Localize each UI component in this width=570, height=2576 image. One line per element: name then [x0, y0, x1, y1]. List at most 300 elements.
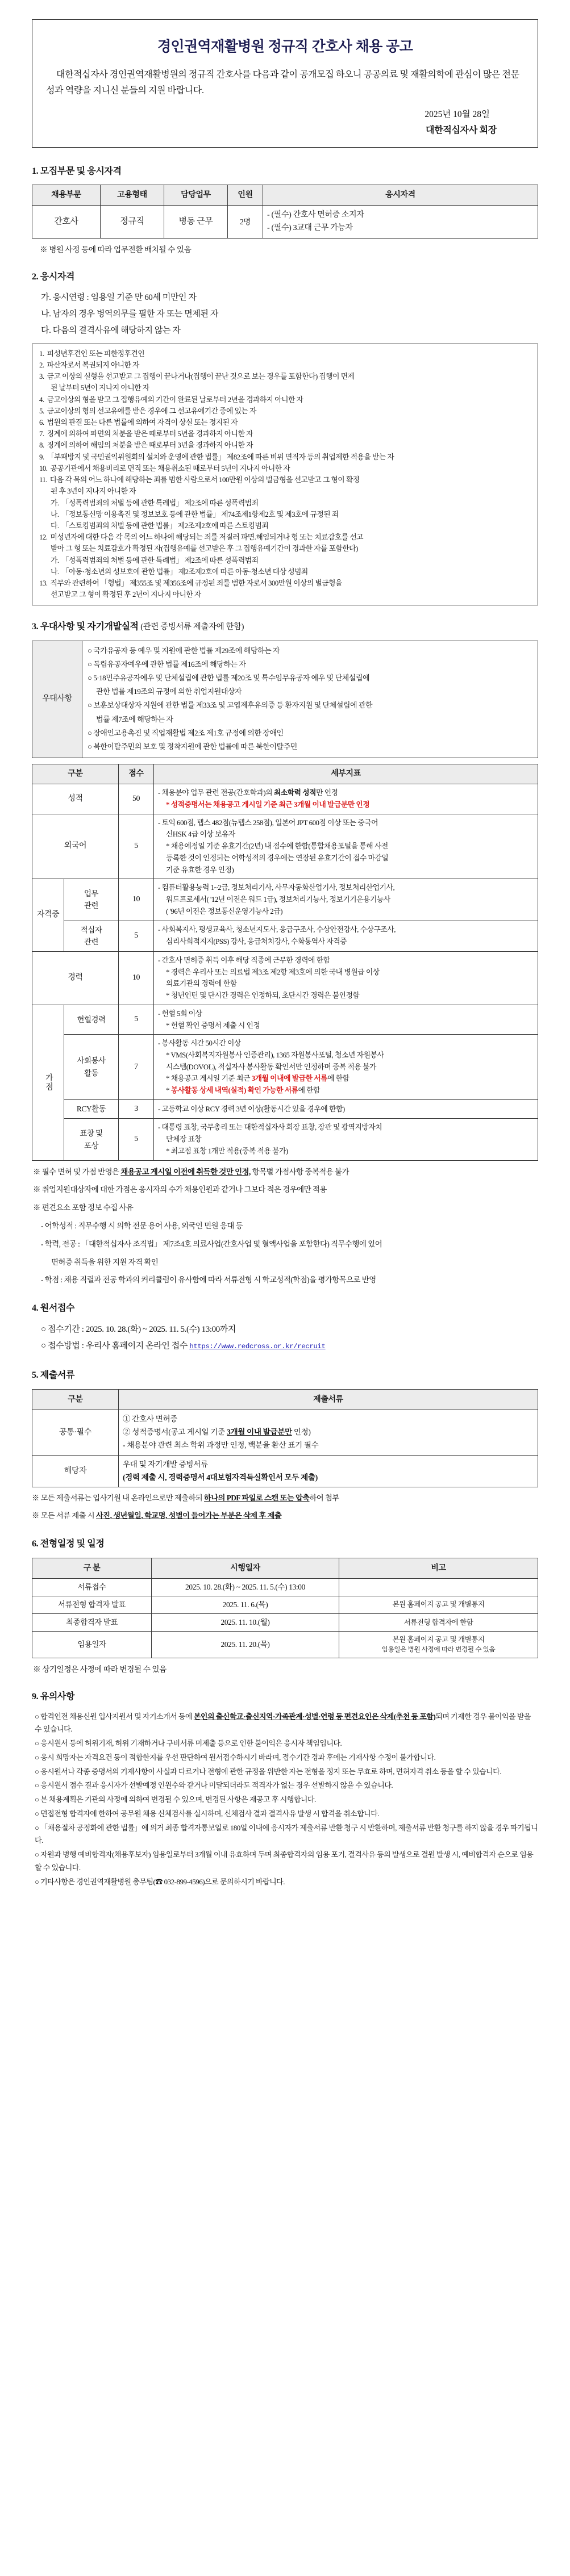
preference-table [32, 641, 538, 758]
section3-heading [32, 620, 538, 634]
bias-reason-cont: 면허증 취득을 위한 지원 자격 확인 [51, 1257, 159, 1266]
schedule-cell-3: 서류전형 합격자에 한함 [339, 1613, 538, 1631]
disqualification-text: 다음 각 목의 어느 하나에 해당하는 죄를 범한 사람으로서 100만원 이상의 벌금형을 선고받고 그 형이 확정 [50, 476, 360, 484]
score-detail-text: 심리사회적지지(PSS) 강사, 응급처치강사, 수화통역사 자격증 [166, 938, 347, 946]
cell-duty: 병동 근무 [164, 206, 228, 238]
caution-item [32, 1779, 538, 1792]
col-schedule-division: 구 분 [32, 1558, 152, 1578]
disqualification-number: 2. [39, 361, 44, 369]
col-detail: 세부지표 [154, 764, 538, 784]
score-detail [154, 1005, 538, 1034]
caution-text [35, 1766, 538, 1779]
disqualification-subtext: 선고받고 그 형이 확정된 후 2년이 지나지 아니한 자 [51, 591, 201, 599]
table-header-row [32, 764, 538, 784]
score-detail-text: - 토익 600점, 텝스 482점(뉴텝스 258점), 일본어 JPT 600점 이상 또는 중국어 [158, 818, 378, 827]
table-row [32, 879, 538, 921]
disqualification-number: 10. [39, 464, 48, 472]
bias-reason-item: - 어학성적 : 직무수행 시 의학 전문 용어 사용, 외국인 민원 응대 등 [41, 1221, 243, 1230]
section3-heading-main: 3. 우대사항 및 자기개발실적 [32, 622, 139, 632]
disqualification-number: 13. [39, 579, 48, 588]
score-detail [154, 879, 538, 921]
score-subcategory: 사회봉사 활동 [64, 1035, 119, 1100]
section5-heading: 5. 제출서류 [32, 1370, 75, 1381]
disqualification-text: 「스토킹범죄의 처벌 등에 관한 법률」 제2조제2호에 따른 스토킹범죄 [61, 521, 269, 530]
caution-text [35, 1711, 538, 1737]
score-category: 가점 [32, 1005, 64, 1160]
score-detail-line [158, 1049, 534, 1061]
disqualification-text: 피성년후견인 또는 피한정후견인 [47, 349, 145, 358]
disqualification-item [39, 394, 531, 405]
score-subcategory: 적십자 관련 [64, 921, 119, 951]
col-schedule-remark: 비고 [339, 1558, 538, 1578]
schedule-cell-1: 서류전형 합격자 발표 [32, 1596, 152, 1613]
note-emphasis: 채용공고 게시일 이전에 취득한 것만 인정, [120, 1167, 251, 1176]
bias-reason-item: - 학력, 전공 : 「대한적십자사 조직법」 제7조4호 의료사업(간호사업 및 혈액사업을 포함한다) 직무수행에 있어 [41, 1239, 382, 1248]
section2-heading: 2. 응시자격 [32, 271, 75, 282]
caution-item [32, 1766, 538, 1779]
score-detail [154, 814, 538, 879]
disqualification-number: 7. [39, 430, 44, 438]
disqualification-number: 5. [39, 407, 44, 415]
disqualification-item [39, 428, 531, 440]
documents-table-body [32, 1410, 538, 1487]
application-method-value: 우리사 홈페이지 온라인 접수 [85, 1341, 190, 1350]
col-field: 채용부문 [32, 185, 101, 206]
section5-note [32, 1509, 538, 1523]
caution-item [32, 1822, 538, 1848]
disqualification-number: 9. [39, 453, 44, 461]
preference-item-cont: 법률 제7조에 해당하는 자 [96, 714, 173, 724]
disqualification-item [39, 578, 531, 589]
disqualification-item [39, 463, 531, 474]
score-detail-text: * 채용공고 게시일 기준 최근 [166, 1074, 252, 1083]
table-row [32, 1596, 538, 1613]
schedule-cell-2: 2025. 10. 28.(화) ~ 2025. 11. 5.(수) 13:00 [152, 1578, 339, 1596]
section4-heading: 4. 원서접수 [32, 1303, 75, 1314]
score-detail-line [158, 1134, 534, 1145]
note-text: ※ 모든 제출서류는 입사기원 내 온라인으로만 제출하되 [32, 1494, 205, 1503]
col-schedule-date: 시행일자 [152, 1558, 339, 1578]
document-category: 해당자 [32, 1455, 119, 1487]
section1-note: ※ 병원 사정 등에 따라 업무전환 배치될 수 있음 [40, 245, 192, 254]
cell-employment: 정규직 [101, 206, 164, 238]
disqualification-item [39, 417, 531, 428]
score-detail-text: * VMS(사회복지자원봉사 인증관리), 1365 자원봉사포털, 청소년 자원봉사 [166, 1051, 384, 1059]
score-subcategory: 표창 및 포상 [64, 1119, 119, 1160]
caution-item [32, 1751, 538, 1764]
score-detail-text: 시스템(DOVOL), 적십자사 봉사활동 확인서만 인정하며 중복 적용 불가 [166, 1063, 376, 1071]
table-row [32, 1631, 538, 1658]
table-row [32, 1613, 538, 1631]
score-detail-bold: 최소학력 성적 [273, 789, 317, 797]
disqualification-text: 「정보통신망 이용촉진 및 정보보호 등에 관한 법률」 제74조제1항제2호 및 제3호에 규정된 죄 [61, 510, 339, 518]
application-method-label: ○ 접수방법 : [41, 1341, 86, 1350]
disqualification-number: 8. [39, 441, 44, 450]
score-points: 5 [119, 814, 154, 879]
table-row [32, 921, 538, 951]
preference-item-cont: 관한 법률 제19조의 규정에 의한 취업지원대상자 [96, 687, 242, 696]
disqualification-item [39, 348, 531, 359]
disqualification-text: 금고이상의 형의 선고유예를 받은 경우에 그 선고유예기간 중에 있는 자 [47, 407, 256, 415]
caution-text-part: ○ 합격인전 채용신원 입사지원서 및 자기소개서 등에 [35, 1712, 194, 1721]
preference-item: ○ 5·18민주유공자예우 및 단체설립에 관한 법률 제20조 및 특수임무유공자 예우 및 단체설립에 [88, 674, 370, 683]
score-detail-line [158, 978, 534, 990]
score-detail [154, 784, 538, 814]
score-detail-text: - 헌혈 5회 이상 [158, 1009, 202, 1018]
score-detail-line [158, 1038, 534, 1049]
col-doc-list: 제출서류 [119, 1390, 538, 1410]
disqualification-text: 「아동·청소년의 성보호에 관한 법률」 제2조제2호에 따른 아동·청소년 대상 성범죄 [61, 567, 308, 576]
score-detail [154, 1119, 538, 1160]
score-points: 3 [119, 1099, 154, 1119]
caution-item [32, 1849, 538, 1875]
score-points: 50 [119, 784, 154, 814]
schedule-cell-2: 2025. 11. 20.(목) [152, 1631, 339, 1658]
section4-items [41, 1322, 538, 1354]
preference-item: ○ 독립유공자예우에 관한 법률 제16조에 해당하는 자 [88, 660, 246, 669]
score-detail-line [158, 955, 534, 967]
disqualification-item [39, 405, 531, 417]
schedule-cell-1: 서류접수 [32, 1578, 152, 1596]
schedule-cell-2: 2025. 11. 6.(목) [152, 1596, 339, 1613]
table-row [32, 1035, 538, 1100]
document-text: 우대 및 자기개발 증빙서류 [123, 1460, 208, 1469]
disqualification-number: 가. [51, 556, 59, 564]
disqualification-text: 법원의 판결 또는 다른 법률에 의하여 자격이 상실 또는 정지된 자 [47, 418, 238, 426]
score-detail-text: 등록한 것이 인정되는 어학성적의 경우에는 연장된 유효기간이 접수 마감일 [166, 854, 389, 862]
score-detail-line [158, 1073, 534, 1085]
score-detail-text: - 대통령 표창, 국무총리 또는 대한적십자사 회장 표창, 장관 및 광역지방자치 [158, 1123, 382, 1132]
score-points: 10 [119, 879, 154, 921]
cell-qualification [263, 206, 538, 238]
announcement-date: 2025년 10월 28일 [425, 109, 490, 119]
table-row [32, 1578, 538, 1596]
section2-item: 나. 남자의 경우 병역의무를 필한 자 또는 면제된 자 [41, 310, 218, 319]
score-detail-line [158, 1020, 534, 1032]
disqualification-number: 가. [51, 499, 59, 507]
score-detail-text: 만 인정 [316, 789, 338, 797]
score-detail-text: 신HSK 4급 이상 보유자 [166, 830, 235, 839]
document-category: 공통·필수 [32, 1410, 119, 1455]
score-detail-text: - 컴퓨터활용능력 1~2급, 정보처리기사, 사무자동화산업기사, 정보처리산업기사, [158, 884, 395, 892]
schedule-table-body [32, 1578, 538, 1658]
section9-heading: 9. 유의사항 [32, 1691, 75, 1701]
schedule-cell-1: 최종합격자 발표 [32, 1613, 152, 1631]
section3-note [33, 1202, 538, 1215]
score-detail-text: * 청년인턴 및 단시간 경력은 인정하되, 초단시간 경력은 불인정함 [166, 992, 360, 1000]
caution-text [35, 1737, 538, 1750]
disqualification-subtext: 된 후 3년이 지나지 아니한 자 [51, 487, 136, 496]
score-detail [154, 921, 538, 951]
preference-item: ○ 북한이탈주민의 보호 및 정착지원에 관한 법률에 따른 북한이탈주민 [88, 742, 297, 751]
disqualification-item [51, 509, 531, 520]
application-url-link[interactable]: https://www.redcross.or.kr/recruit [189, 1342, 326, 1350]
table-row [32, 1099, 538, 1119]
score-detail-text: * 채용예정일 기준 유효기간(2년) 내 점수에 한함(통합채용포털을 통해 사전 [166, 842, 388, 851]
table-row [32, 1410, 538, 1455]
score-detail-line [158, 1145, 534, 1157]
note-text: 항목별 가점사항 중복적용 불가 [250, 1167, 349, 1176]
score-detail-line [158, 1103, 534, 1115]
caution-text-part: ○ 면접전형 합격자에 한하여 공무원 채용 신체검사를 실시하며, 신체검사 결과 결격사유 발생 시 합격을 취소합니다. [35, 1809, 380, 1818]
disqualification-subtext: 받아 그 형 또는 치료감호가 확정된 자(집행유예를 선고받은 후 그 집행유예기간이 경과한 자를 포함한다) [51, 545, 358, 553]
section3-after-notes [32, 1166, 538, 1215]
application-period-value: 2025. 10. 28.(화) ~ 2025. 11. 5.(수) 13:00까지 [85, 1324, 236, 1334]
score-detail-text: 단체장 표창 [166, 1135, 202, 1144]
disqualification-subtext: 된 날부터 5년이 지나지 아니한 자 [51, 384, 149, 392]
schedule-table [32, 1558, 538, 1658]
schedule-cell-2: 2025. 11. 10.(월) [152, 1613, 339, 1631]
score-detail-line [158, 924, 534, 936]
caution-text-part: ○ 본 채용계획은 기관의 사정에 의하여 변경될 수 있으며, 변경된 사항은 재공고 후 시행합니다. [35, 1795, 316, 1804]
application-method [41, 1339, 538, 1354]
document-text: ② 성적증명서(공고 게시일 기준 [123, 1428, 227, 1437]
announcement-header-box [32, 19, 538, 148]
section6-bottom-note: ※ 상기일정은 사정에 따라 변경될 수 있음 [33, 1665, 167, 1674]
note-emphasis: 사진, 생년월일, 학교명, 성별이 들어가는 부분은 삭제 후 제출 [96, 1511, 282, 1520]
section1-heading: 1. 모집부문 및 응시자격 [32, 166, 122, 176]
section3-note [33, 1184, 538, 1197]
disqualification-text: 징계에 의하여 파면의 처분을 받은 때로부터 5년을 경과하지 아니한 자 [47, 430, 253, 438]
preference-items-cell [82, 641, 538, 758]
score-detail-line [158, 1061, 534, 1073]
table-header-row [32, 1390, 538, 1410]
col-employment: 고용형태 [101, 185, 164, 206]
document-text: ① 간호사 면허증 [123, 1415, 178, 1424]
caution-text-part: 되며 기재한 경우 불이익을 받을 수 있습니다. [35, 1712, 531, 1734]
disqualification-number: 12. [39, 533, 48, 542]
disqualification-number: 나. [51, 510, 59, 518]
disqualification-number: 다. [51, 521, 59, 530]
caution-item [32, 1793, 538, 1806]
caution-text [35, 1808, 538, 1821]
cautions-list [32, 1711, 538, 1889]
caution-emphasis: 본인의 출신학교·출신지역·가족관계·성별·연령 등 편견요인은 삭제(추천 등 포함) [193, 1712, 436, 1721]
score-detail-highlight: 봉사활동 상세 내역(실적) 확인 가능한 서류 [170, 1086, 298, 1095]
score-detail-text: * 최고점 표창 1개만 적용(중복 적용 불가) [166, 1147, 288, 1155]
score-points: 5 [119, 921, 154, 951]
col-doc-category: 구분 [32, 1390, 119, 1410]
disqualification-text: 징계에 의하여 해임의 처분을 받은 때로부터 3년을 경과하지 아니한 자 [47, 441, 253, 450]
caution-text [35, 1849, 538, 1875]
score-detail-line [158, 906, 534, 918]
table-row [32, 951, 538, 1005]
caution-text-part: ○ 자원과 병행 예비합격자(채용후보자) 임용일로부터 3개월 이내 유효하며 두며 최종합격자의 임용 포기, 결격사유 등의 발생으로 결원 발생 시, 예비합격자 순으로 임용할 수 있습니다. [35, 1850, 534, 1872]
caution-text-part: ○ 응시원서 등에 허위기재, 허위 기재하거나 구비서류 미제출 등으로 인한 불이익은 응시자 책임입니다. [35, 1739, 342, 1748]
score-points: 5 [119, 1119, 154, 1160]
note-text: ※ 편견요소 포함 정보 수집 사유 [33, 1203, 134, 1212]
section5-note [32, 1492, 538, 1505]
document-line [123, 1458, 534, 1471]
document-line [123, 1426, 534, 1439]
section2-item: 가. 응시연령 : 임용일 기준 만 60세 미만인 자 [41, 293, 197, 303]
qualification-line-1: - (필수) 간호사 면허증 소지자 [267, 211, 364, 220]
col-duty: 담당업무 [164, 185, 228, 206]
schedule-cell-3: 본원 홈페이지 공고 및 개별통지 [339, 1596, 538, 1613]
document-emphasis: 3개월 이내 발급분만 [227, 1428, 292, 1437]
disqualification-text: 미성년자에 대한 다음 각 목의 어느 하나에 해당되는 죄를 저질러 파면.해임되거나 형 또는 치료감호를 선고 [50, 533, 364, 542]
disqualification-number: 4. [39, 395, 44, 404]
caution-item [32, 1711, 538, 1737]
disqualification-text: 금고 이상의 실형을 선고받고 그 집행이 끝나거나(집행이 끝난 것으로 보는 경우를 포함한다) 집행이 면제 [47, 373, 355, 381]
bias-reason-list [32, 1220, 538, 1287]
table-row [32, 814, 538, 879]
score-detail-line [158, 1008, 534, 1020]
note-text: ※ 모든 서류 제출 시 [32, 1511, 96, 1520]
disqualification-text: 금고이상의 형을 받고 그 집행유예의 기간이 완료된 날로부터 2년을 경과하지 아니한 자 [47, 395, 303, 404]
disqualification-item [39, 474, 531, 486]
scoring-table [32, 764, 538, 1161]
document-list [119, 1455, 538, 1487]
score-points: 7 [119, 1035, 154, 1100]
page-title: 경인권역재활병원 정규직 간호사 채용 공고 [157, 39, 413, 55]
disqualification-text: 「부패방지 및 국민권익위원회의 설치와 운영에 관한 법률」 제82조에 따른 비위 면직자 등의 취업제한 적용을 받는 자 [47, 453, 394, 461]
score-detail-line [158, 990, 534, 1002]
preference-item: ○ 보훈보상대상자 지원에 관한 법률 제33조 및 고엽제후유의증 등 환자지원 및 단체설립에 관한 [88, 701, 373, 710]
document-line [123, 1471, 534, 1484]
table-row [32, 1005, 538, 1034]
score-detail-text: ( '96년 이전은 정보통신운영기능사 2급) [166, 907, 283, 915]
preference-item: ○ 국가유공자 등 예우 및 지원에 관한 법률 제29조에 해당하는 자 [88, 646, 280, 655]
disqualification-text: 「성폭력범죄의 처벌 등에 관한 특례법」 제2조에 따른 성폭력범죄 [61, 499, 259, 507]
disqualification-text: 「성폭력범죄의 처벌 등에 관한 특례법」 제2조에 따른 성폭력범죄 [61, 556, 259, 564]
disqualification-item [51, 497, 531, 509]
score-detail-text: * [166, 1086, 171, 1095]
score-detail-highlight: 3개월 이내에 발급한 서류 [251, 1074, 328, 1083]
score-points: 10 [119, 951, 154, 1005]
score-detail-line [158, 864, 534, 876]
score-detail [154, 1099, 538, 1119]
disqualification-item [39, 440, 531, 451]
caution-item [32, 1876, 538, 1889]
disqualification-number: 나. [51, 567, 59, 576]
score-detail [154, 1035, 538, 1100]
disqualification-number: 11. [39, 476, 48, 484]
disqualification-item [51, 555, 531, 566]
table-row [32, 206, 538, 238]
document-line [123, 1413, 534, 1426]
disqualification-text: 파산자로서 복권되지 아니한 자 [47, 361, 139, 369]
score-detail-text: 에 한함 [327, 1074, 350, 1083]
caution-text [35, 1822, 538, 1848]
document-list [119, 1410, 538, 1455]
score-detail-text: 에 한함 [298, 1086, 321, 1095]
table-header-row [32, 1558, 538, 1578]
schedule-cell-1: 임용일자 [32, 1631, 152, 1658]
score-detail-line [158, 799, 534, 811]
section5-notes [32, 1492, 538, 1522]
schedule-cell-3: 본원 홈페이지 공고 및 개별통지 임용일은 병원 사정에 따라 변경될 수 있음 [339, 1631, 538, 1658]
score-category: 성적 [32, 784, 119, 814]
score-detail-text: 의료기관의 경력에 한함 [166, 980, 237, 988]
caution-text [35, 1751, 538, 1764]
caution-text-part: ○ 응시 희망자는 자격요건 등이 적합한지를 우선 판단하여 원서접수하시기 바라며, 접수기간 경과 후에는 기재사항 수정이 불가합니다. [35, 1753, 436, 1762]
document-text: (경력 제출 시, 경력증명서 4대보험자격득실확인서 모두 제출) [123, 1473, 318, 1482]
disqualification-item [39, 532, 531, 543]
col-qualification: 응시자격 [263, 185, 538, 206]
score-detail-line [158, 894, 534, 906]
caution-item [32, 1808, 538, 1821]
score-detail [154, 951, 538, 1005]
preference-label: 우대사항 [32, 641, 82, 758]
caution-text [35, 1876, 538, 1889]
application-period [41, 1322, 538, 1338]
col-score: 점수 [119, 764, 154, 784]
score-detail-text: * 경력은 우리사 또는 의료법 제3조 제2항 제3호에 의한 국내 병원급 이상 [166, 968, 380, 976]
col-category: 구분 [32, 764, 119, 784]
table-row [32, 1455, 538, 1487]
score-category: 자격증 [32, 879, 64, 952]
application-period-label: ○ 접수기간 : [41, 1324, 86, 1334]
caution-text-part: ○ 기타사항은 경인권역재활병원 총무팀(☎ 032-899-4596)으로 문의하시기 바랍니다. [35, 1877, 285, 1886]
note-text: ※ 취업지원대상자에 대한 가점은 응시자의 수가 채용인원과 같거나 그보다 적은 경우에만 적용 [33, 1185, 327, 1194]
table-row [32, 784, 538, 814]
recruitment-table [32, 185, 538, 238]
score-detail-line [158, 852, 534, 864]
score-detail-text: - 간호사 면허증 취득 이후 해당 직종에 근무한 경력에 한함 [158, 956, 330, 964]
documents-table [32, 1389, 538, 1487]
score-detail-text: 기준 유효한 경우 인정) [166, 865, 234, 874]
disqualification-item [51, 566, 531, 578]
disqualification-box [32, 344, 538, 606]
score-detail-line [158, 967, 534, 978]
document-text: - 채용분야 관련 최소 학위 과정만 인정, 백분율 환산 표기 필수 [123, 1440, 319, 1449]
disqualification-number: 3. [39, 373, 44, 381]
disqualification-text: 공공기관에서 채용비리로 면직 또는 채용취소된 때로부터 5년이 지나지 아니한 자 [50, 464, 290, 472]
cell-field: 간호사 [32, 206, 101, 238]
disqualification-item [39, 451, 531, 463]
note-text: 하여 첨부 [309, 1494, 339, 1503]
section2-items [41, 290, 538, 338]
disqualification-number: 1. [39, 349, 44, 358]
note-text: ※ 필수 면허 및 가점 반영은 [33, 1167, 121, 1176]
scoring-table-body [32, 784, 538, 1160]
preference-item: ○ 장애인고용촉진 및 직업재활법 제2조 제1호 규정에 의한 장애인 [88, 728, 284, 737]
score-detail-text: - 봉사활동 시간 50시간 이상 [158, 1039, 241, 1048]
score-subcategory: 업무 관련 [64, 879, 119, 921]
section3-heading-sub: (관련 증빙서류 제출자에 한함) [140, 622, 244, 632]
caution-text-part: ○ 응시원서나 각종 증명서의 기재사항이 사실과 다르거나 전형에 관한 규정을 위반한 자는 전형을 정지 또는 무효로 하며, 면허자격 취소 등을 할 수 있습니다. [35, 1767, 501, 1776]
document-line [123, 1439, 534, 1452]
score-detail-text: - 사회복지사, 평생교육사, 청소년지도사, 응급구조사, 수상안전강사, 수상구조사, [158, 926, 396, 934]
announcement-signer: 대한적십자사 회장 [426, 125, 497, 135]
table-row [32, 641, 538, 758]
score-detail-line [158, 882, 534, 894]
section6-heading: 6. 전형일정 및 일정 [32, 1538, 105, 1549]
col-count: 인원 [228, 185, 263, 206]
qualification-line-2: - (필수) 3교대 근무 가능자 [267, 224, 353, 233]
intro-paragraph: 대한적십자사 경인권역재활병원의 정규직 간호사를 다음과 같이 공개모집 하오니 공공의료 및 재활의학에 관심이 많은 전문성과 역량을 지니신 분들의 지원 바랍니다. [46, 69, 519, 95]
bias-reason-item: - 학점 : 채용 직렬과 전공 학과의 커리큘럼이 유사함에 따라 서류전형 시 학교성적(학점)을 평가항목으로 반영 [41, 1276, 376, 1285]
score-detail-text: * 헌혈 확인 증명서 제출 시 인정 [166, 1021, 260, 1030]
score-detail-line [158, 817, 534, 829]
score-detail-line [158, 840, 534, 852]
score-detail-text: - 채용분야 업무 관련 전공(간호학과)의 [158, 789, 274, 797]
document-text: 인정) [292, 1428, 311, 1437]
score-detail-highlight: * 성적증명서는 채용공고 게시일 기준 최근 3개월 이내 발급분만 인정 [166, 801, 370, 809]
disqualification-item [39, 371, 531, 382]
score-category: 외국어 [32, 814, 119, 879]
table-row [32, 1119, 538, 1160]
score-subcategory: RCY활동 [64, 1099, 119, 1119]
caution-text-part: ○ 응시원서 접수 결과 응시자가 선발예정 인원수와 같거나 미달되더라도 적격자가 없는 경우 선발하지 않을 수 있습니다. [35, 1781, 393, 1790]
schedule-cell-3 [339, 1578, 538, 1596]
disqualification-number: 6. [39, 418, 44, 426]
score-category: 경력 [32, 951, 119, 1005]
score-detail-line [158, 829, 534, 840]
score-detail-line [158, 1085, 534, 1097]
caution-text [35, 1793, 538, 1806]
